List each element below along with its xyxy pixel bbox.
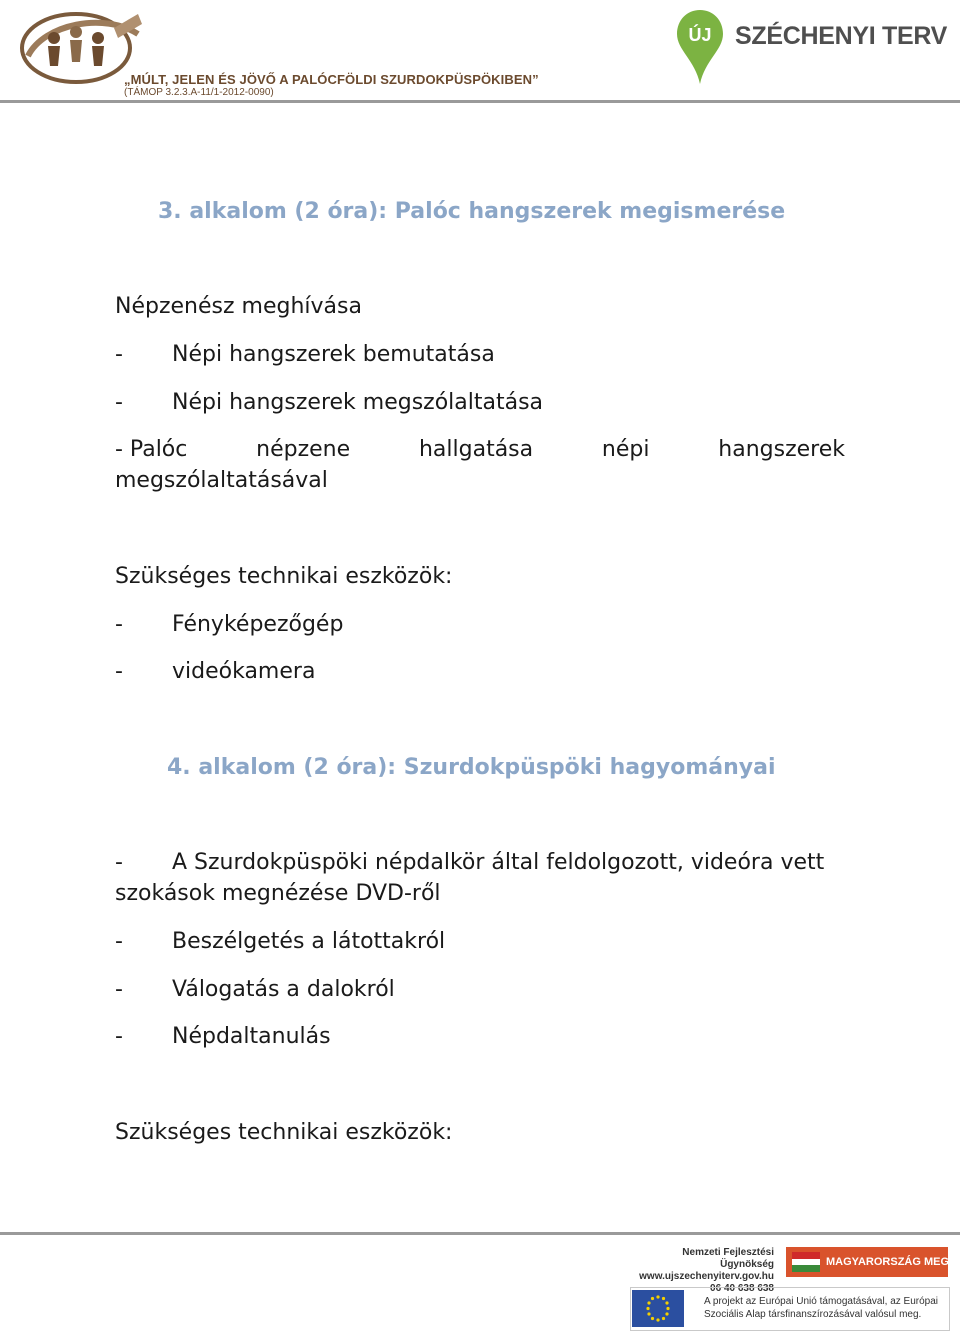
list-dash: - bbox=[115, 1024, 123, 1049]
agency-url[interactable]: www.ujszechenyiterv.gov.hu bbox=[639, 1271, 774, 1282]
list-dash: - bbox=[115, 850, 123, 875]
project-code: (TÁMOP 3.2.3.A-11/1-2012-0090) bbox=[124, 87, 274, 98]
word: hangszerek bbox=[718, 437, 845, 462]
list-item: Népdaltanulás bbox=[172, 1024, 331, 1049]
word: népi bbox=[601, 437, 650, 462]
list-item-continuation: megszólaltatásával bbox=[115, 468, 328, 493]
list-item: Fényképezőgép bbox=[172, 612, 344, 637]
section-4-heading: 4. alkalom (2 óra): Szurdokpüspöki hagyományai bbox=[167, 755, 776, 780]
list-item-justified bbox=[115, 434, 845, 465]
eu-support-line-2: Szociális Alap társfinanszírozásával valósul meg. bbox=[704, 1309, 922, 1320]
project-title: „MÚLT, JELEN ÉS JÖVŐ A PALÓCFÖLDI SZURDOKPÜSPÖKIBEN” bbox=[124, 72, 539, 87]
list-item-continuation: szokások megnézése DVD-ről bbox=[115, 881, 441, 906]
list-dash: - bbox=[115, 342, 123, 367]
szechenyi-terv-logo-icon bbox=[675, 8, 725, 86]
szechenyi-terv-label: SZÉCHENYI TERV bbox=[735, 22, 948, 50]
list-item: A Szurdokpüspöki népdalkör által feldolgozott, videóra vett bbox=[172, 850, 825, 875]
szechenyi-u-label: ÚJ bbox=[688, 25, 712, 45]
list-dash: - bbox=[115, 929, 123, 954]
tools-label: Szükséges technikai eszközök: bbox=[115, 564, 453, 589]
list-item: Népi hangszerek megszólaltatása bbox=[172, 390, 544, 415]
list-dash: - bbox=[115, 659, 123, 684]
magyarorszag-megujul-label: MAGYARORSZÁG MEGÚJUL bbox=[826, 1256, 978, 1268]
word: hallgatása bbox=[418, 437, 534, 462]
list-item: Válogatás a dalokról bbox=[172, 977, 395, 1002]
eu-support-text bbox=[704, 1295, 938, 1321]
word: - Palóc bbox=[115, 437, 188, 462]
list-item: Beszélgetés a látottakról bbox=[172, 929, 446, 954]
list-dash: - bbox=[115, 390, 123, 415]
list-dash: - bbox=[115, 612, 123, 637]
section-3-heading: 3. alkalom (2 óra): Palóc hangszerek megismerése bbox=[158, 199, 786, 224]
eu-flag-icon bbox=[632, 1290, 684, 1327]
section-3-intro: Népzenész meghívása bbox=[115, 294, 362, 319]
footer-divider bbox=[0, 1232, 960, 1235]
page-header bbox=[0, 0, 960, 104]
list-item: videókamera bbox=[172, 659, 316, 684]
list-item: Népi hangszerek bemutatása bbox=[172, 342, 495, 367]
agency-phone: 06 40 638 638 bbox=[710, 1283, 774, 1294]
header-divider bbox=[0, 100, 960, 103]
word: népzene bbox=[256, 437, 351, 462]
agency-name: Nemzeti Fejlesztési Ügynökség bbox=[682, 1247, 774, 1270]
list-dash: - bbox=[115, 977, 123, 1002]
tools-label: Szükséges technikai eszközök: bbox=[115, 1120, 453, 1145]
eu-support-line-1: A projekt az Európai Unió támogatásával, az Európai bbox=[704, 1296, 939, 1307]
